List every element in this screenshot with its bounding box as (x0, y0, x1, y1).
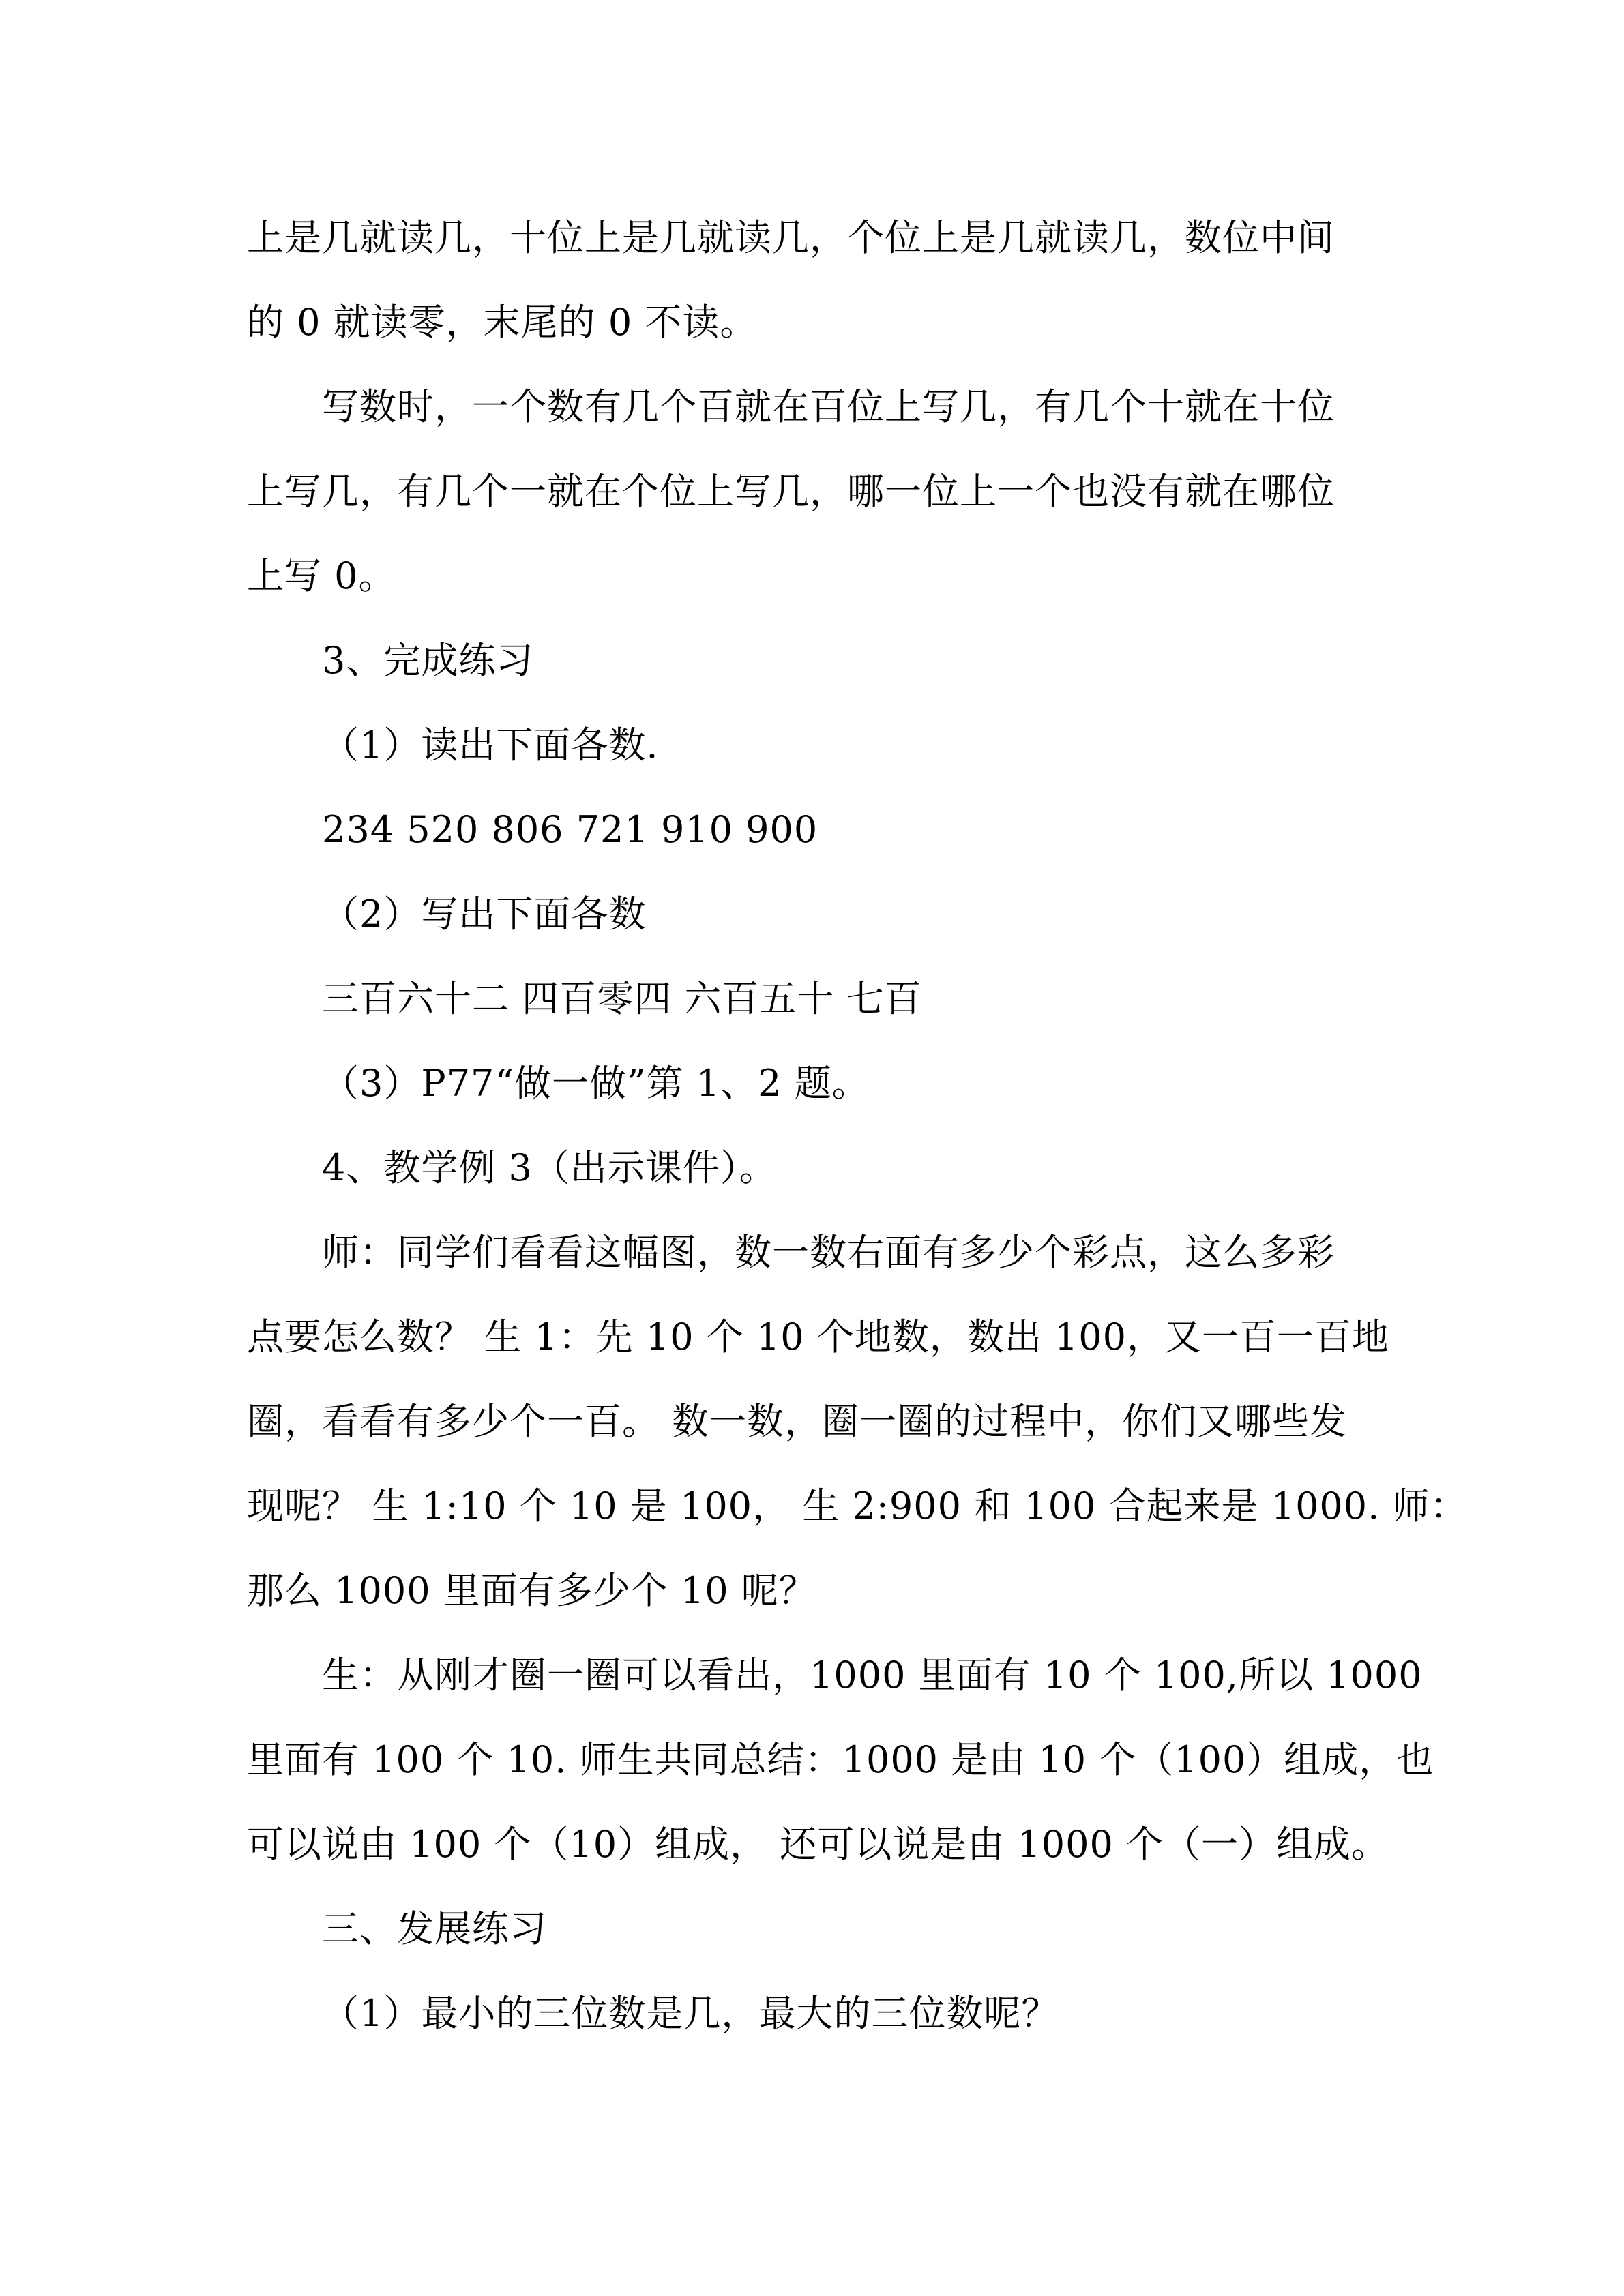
section-heading: 3、完成练习 (322, 639, 534, 682)
exercise-item: （2）写出下面各数 (322, 893, 647, 936)
exercise-item: （1）最小的三位数是几，最大的三位数呢？ (322, 1992, 1059, 2035)
exercise-item: （3）P77“做一做”第 1、2 题。 (322, 1062, 870, 1105)
text-line: 点要怎么数？ 生 1：先 10 个 10 个地数，数出 100，又一百一百地 (247, 1315, 1390, 1358)
paragraph-start: 生：从刚才圈一圈可以看出，1000 里面有 10 个 100,所以 1000 (322, 1654, 1423, 1697)
number-list: 234 520 806 721 910 900 (322, 808, 818, 851)
section-heading: 4、教学例 3（出示课件）。 (322, 1146, 777, 1189)
section-heading: 三、发展练习 (322, 1907, 547, 1950)
text-line: 圈，看看有多少个一百。 数一数，圈一圈的过程中，你们又哪些发 (247, 1400, 1348, 1443)
text-line: 那么 1000 里面有多少个 10 呢？ (247, 1569, 816, 1612)
paragraph-start: 写数时，一个数有几个百就在百位上写几，有几个十就在十位 (322, 385, 1335, 428)
text-line: 现呢？ 生 1:10 个 10 是 100， 生 2:900 和 100 合起来是 1000. 师： (247, 1485, 1468, 1527)
text-line: 上写几，有几个一就在个位上写几，哪一位上一个也没有就在哪位 (247, 470, 1335, 513)
text-line: 的 0 就读零，末尾的 0 不读。 (247, 301, 758, 344)
text-line: 上写 0。 (247, 554, 396, 597)
exercise-item: （1）读出下面各数. (322, 724, 659, 766)
text-line: 可以说由 100 个（10）组成， 还可以说是由 1000 个（一）组成。 (247, 1823, 1389, 1866)
number-words-list: 三百六十二 四百零四 六百五十 七百 (322, 977, 922, 1020)
text-line: 上是几就读几，十位上是几就读几，个位上是几就读几，数位中间 (247, 216, 1335, 259)
paragraph-start: 师：同学们看看这幅图，数一数右面有多少个彩点，这么多彩 (322, 1231, 1335, 1274)
text-line: 里面有 100 个 10. 师生共同总结：1000 是由 10 个（100）组成，也 (247, 1738, 1434, 1781)
